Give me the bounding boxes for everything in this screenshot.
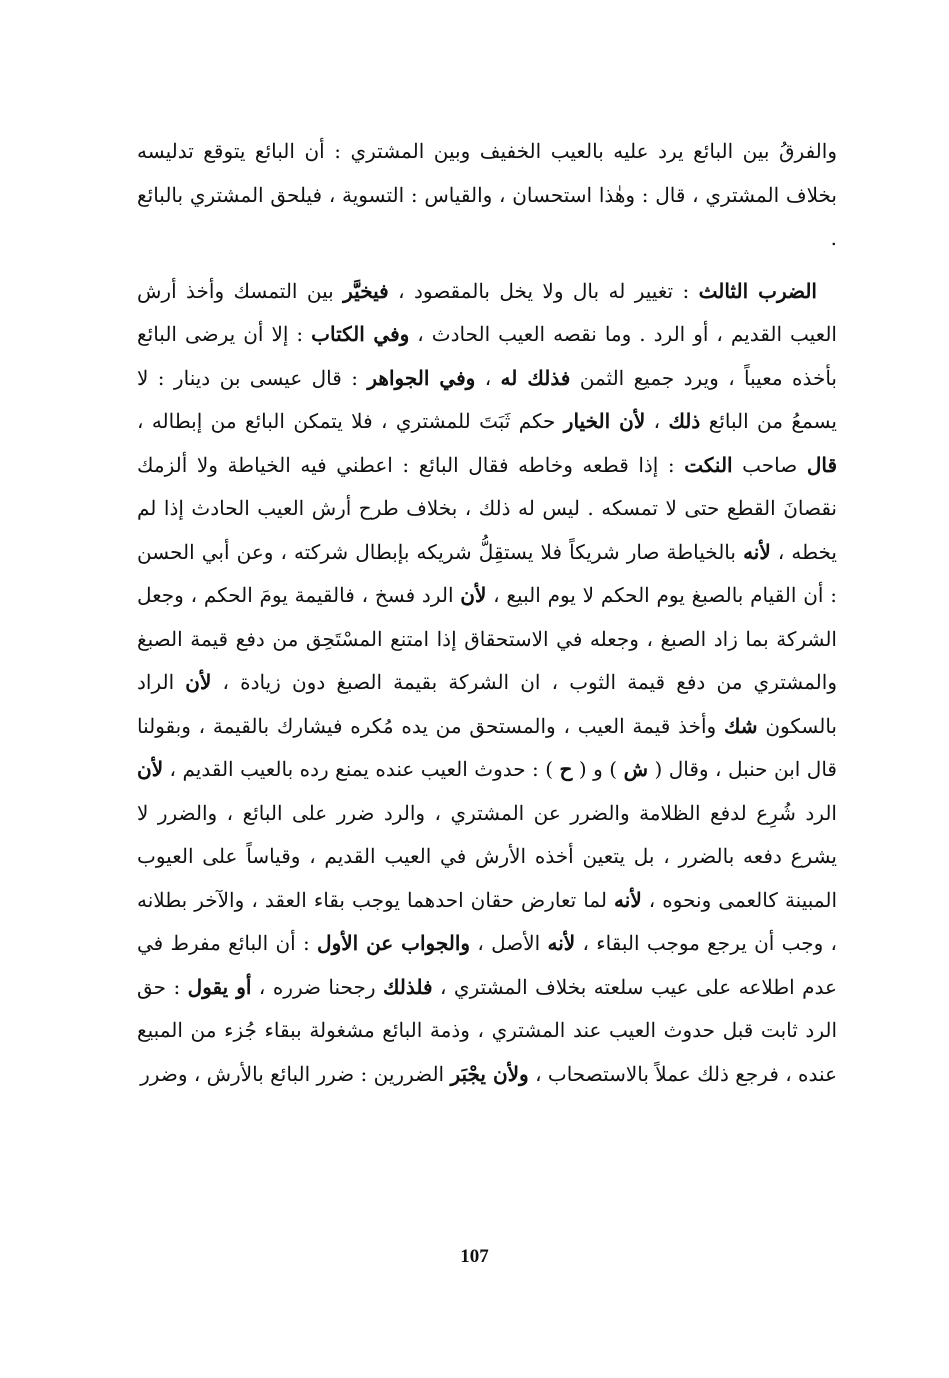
bold-term: قال — [806, 452, 837, 477]
bold-term: ش — [623, 757, 648, 781]
text-run: : قال عيسى بن دينار : لا يسمعُ من البائع — [137, 365, 837, 433]
text-run: الضررين : ضرر البائع بالأرش ، وضرر — [140, 1061, 451, 1086]
text-run: الأصل ، — [470, 931, 548, 955]
text-run: وأخذ قيمة العيب ، والمستحق من يده مُكره فيشارك بالقيمة ، وبقولنا قال ابن حنبل ، وقال ( — [137, 713, 837, 781]
bold-term: والجواب عن الأول — [317, 931, 471, 955]
bold-term: وفي الكتاب — [311, 322, 410, 346]
text-run: الرد شُرِع لدفع الظلامة والضرر عن المشتري ، والرد ضرر على البائع ، والضرر لا يشرع دفعه بالضرر ، بل يتعين أخذه الأرش في العيب القديم ، وقياساً على العيوب المبينة كالعمى ونحوه ، — [137, 800, 837, 912]
bold-term: ذلك — [668, 409, 701, 433]
text-run: : تغيير له بال ولا يخل بالمقصود ، — [388, 278, 699, 303]
text-run: : حق الرد ثابت قبل حدوث العيب عند المشتري ، وذمة البائع مشغولة ببقاء جُزء من المبيع عنده ، فرجع ذلك عملاً بالاستصحاب ، — [137, 974, 837, 1086]
body-text — [137, 130, 837, 1096]
text-run: حكم ثَبَتَ للمشتري ، فلا يتمكن البائع من إبطاله ، — [137, 409, 564, 433]
text-run: : أن البائع مفرط في عدم اطلاعه على عيب سلعته بخلاف المشتري ، — [137, 931, 837, 999]
bold-term: ح — [559, 757, 573, 781]
paragraph-1 — [137, 130, 837, 261]
text-run: الراد بالسكون — [137, 670, 837, 738]
bold-term: لأن — [460, 583, 487, 607]
text-run: ، — [475, 365, 501, 390]
text-run: بين التمسك وأخذ أرش العيب القديم ، أو الرد . وما نقصه العيب الحادث ، — [137, 278, 837, 346]
bold-term: لأنه — [547, 931, 576, 955]
bold-term: أو يقول — [187, 974, 252, 999]
bold-term: ولأن يجْبَر — [450, 1061, 529, 1086]
bold-term: فيخيَّر — [343, 278, 389, 303]
bold-term: شك — [723, 713, 758, 738]
text-run: ، — [645, 409, 669, 433]
bold-term: لأن — [185, 670, 212, 694]
bold-term: لأنه — [743, 539, 771, 564]
text-run: : إذا قطعه وخاطه فقال البائع : اعطني فيه الخياطة ولا ألزمك نقصانَ القطع حتى لا تمسكه . ليس له ذلك ، بخلاف طرح أرش العيب الحادث إذا لم يخطه ، — [137, 452, 837, 564]
text-run: الرد فسخ ، فالقيمة يومَ الحكم ، وجعل الشركة بما زاد الصبغ ، وجعله في الاستحقاق إذا امتنع المسْتَحِق من دفع قيمة الصبغ والمشتري من دفع قيمة الثوب ، ان الشركة بقيمة الصبغ دون زيادة ، — [137, 583, 837, 694]
bold-term: لأن — [137, 757, 164, 781]
paragraph-2 — [137, 270, 837, 1097]
text-run: والفرقُ بين البائع يرد عليه بالعيب الخفيف وبين المشتري : أن البائع يتوقع تدليسه بخلاف المشتري ، قال : وهٰذا استحسان ، والقياس : التسوية ، فيلحق المشتري بالبائع . — [137, 139, 837, 250]
bold-term: لأنه — [614, 887, 642, 912]
text-run: صاحب — [732, 452, 807, 477]
text-run: ) و ( — [572, 757, 624, 781]
text-run: رجحنا ضرره ، — [251, 974, 383, 999]
page-number: 107 — [460, 1246, 489, 1267]
bold-term: لأن الخيار — [563, 409, 646, 433]
text-run: لما تعارض حقان احدهما يوجب بقاء العقد ، والآخر بطلانه ، وجب أن يرجع موجب البقاء ، — [137, 887, 838, 955]
bold-term: فلذلك — [382, 974, 433, 999]
bold-term: الضرب الثالث — [698, 278, 817, 303]
bold-term: النكت — [684, 452, 733, 477]
text-run: : إلا أن يرضى البائع بأخذه معيباً ، ويرد جميع الثمن — [137, 322, 837, 390]
text-run: بالخياطة صار شريكاً فلا يستقِلُّ شريكه بإبطال شركته ، وعن أبي الحسن : أن القيام بالصبغ يوم الحكم لا يوم البيع ، — [137, 539, 837, 607]
bold-term: فذلك له — [500, 365, 571, 390]
bold-term: وفي الجواهر — [367, 365, 476, 390]
text-run: ) : حدوث العيب عنده يمنع رده بالعيب القديم ، — [163, 757, 560, 781]
